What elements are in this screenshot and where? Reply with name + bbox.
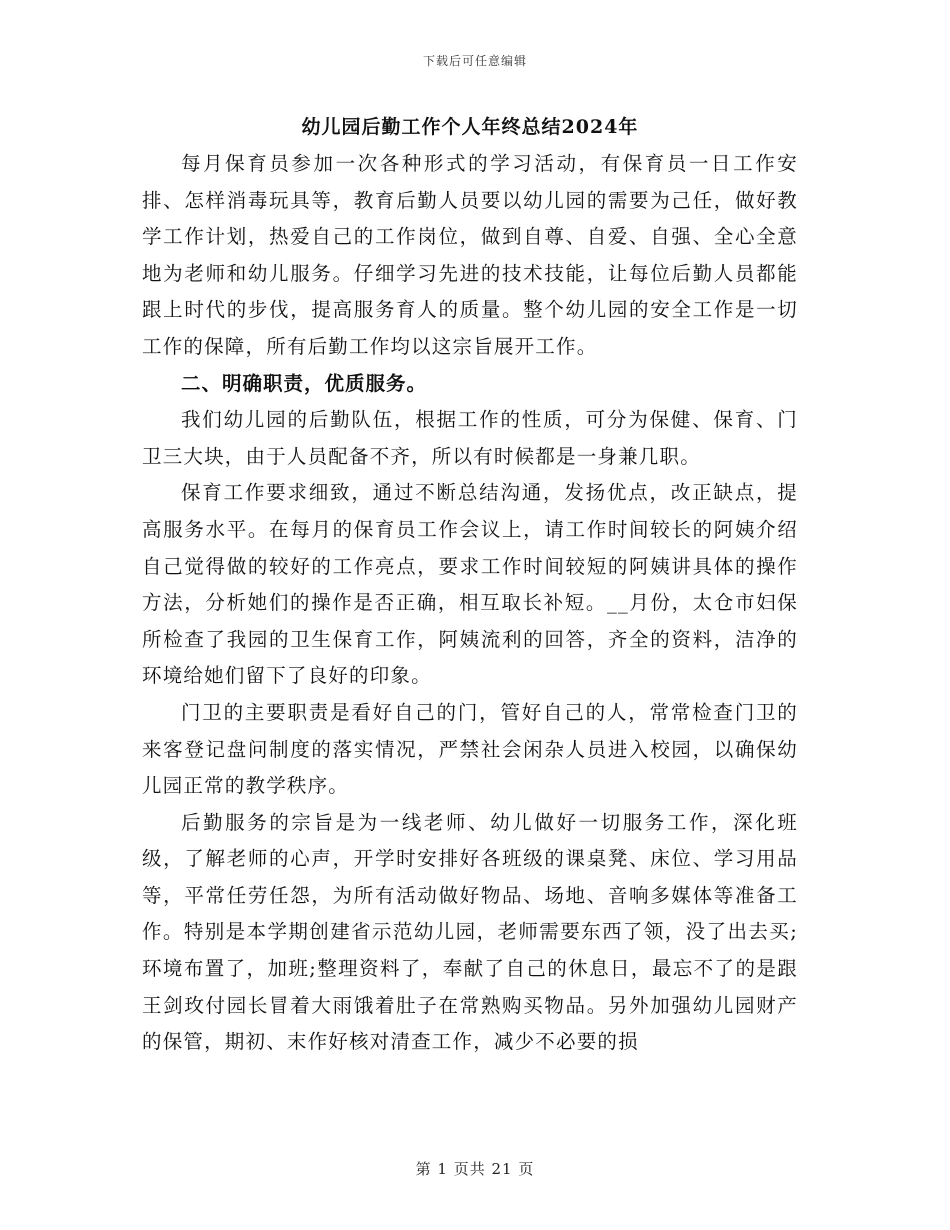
paragraph: 保育工作要求细致，通过不断总结沟通，发扬优点，改正缺点，提高服务水平。在每月的保育员工作会议上，请工作时间较长的阿姨介绍自己觉得做的较好的工作亮点，要求工作时间较短的阿姨讲具体的操作方法，分析她们的操作是否正确，相互取长补短。__月份，太仓市妇保所检查了我园的卫生保育工作，阿姨流利的回答，齐全的资料，洁净的环境给她们留下了良好的印象。 (142, 481, 798, 688)
paragraph: 我们幼儿园的后勤队伍，根据工作的性质，可分为保健、保育、门卫三大块，由于人员配备不齐，所以有时候都是一身兼几职。 (142, 408, 798, 468)
section-heading: 二、明确职责，优质服务。 (181, 371, 428, 395)
document-body (142, 112, 798, 1061)
header-note: 下载后可任意编辑 (422, 54, 527, 68)
page-footer: 第 1 页共 21 页 (415, 1160, 535, 1178)
document-title: 幼儿园后勤工作个人年终总结2024年 (301, 116, 639, 138)
paragraph: 每月保育员参加一次各种形式的学习活动，有保育员一日工作安排、怎样消毒玩具等，教育后勤人员要以幼儿园的需要为己任，做好教学工作计划，热爱自己的工作岗位，做到自尊、自爱、自强、全心全意地为老师和幼儿服务。仔细学习先进的技术技能，让每位后勤人员都能跟上时代的步伐，提高服务育人的质量。整个幼儿园的安全工作是一切工作的保障，所有后勤工作均以这宗旨展开工作。 (142, 152, 798, 358)
paragraph: 门卫的主要职责是看好自己的门，管好自己的人，常常检查门卫的来客登记盘问制度的落实情况，严禁社会闲杂人员进入校园，以确保幼儿园正常的教学秩序。 (142, 700, 798, 798)
paragraph: 后勤服务的宗旨是为一线老师、幼儿做好一切服务工作，深化班级，了解老师的心声，开学时安排好各班级的课桌凳、床位、学习用品等，平常任劳任怨，为所有活动做好物品、场地、音响多媒体等准备工作。特别是本学期创建省示范幼儿园，老师需要东西了领，没了出去买;环境布置了，加班;整理资料了，奉献了自己的休息日，最忘不了的是跟王剑玫付园长冒着大雨饿着肚子在常熟购买物品。另外加强幼儿园财产的保管，期初、末作好核对清查工作，减少不必要的损 (142, 810, 798, 1054)
